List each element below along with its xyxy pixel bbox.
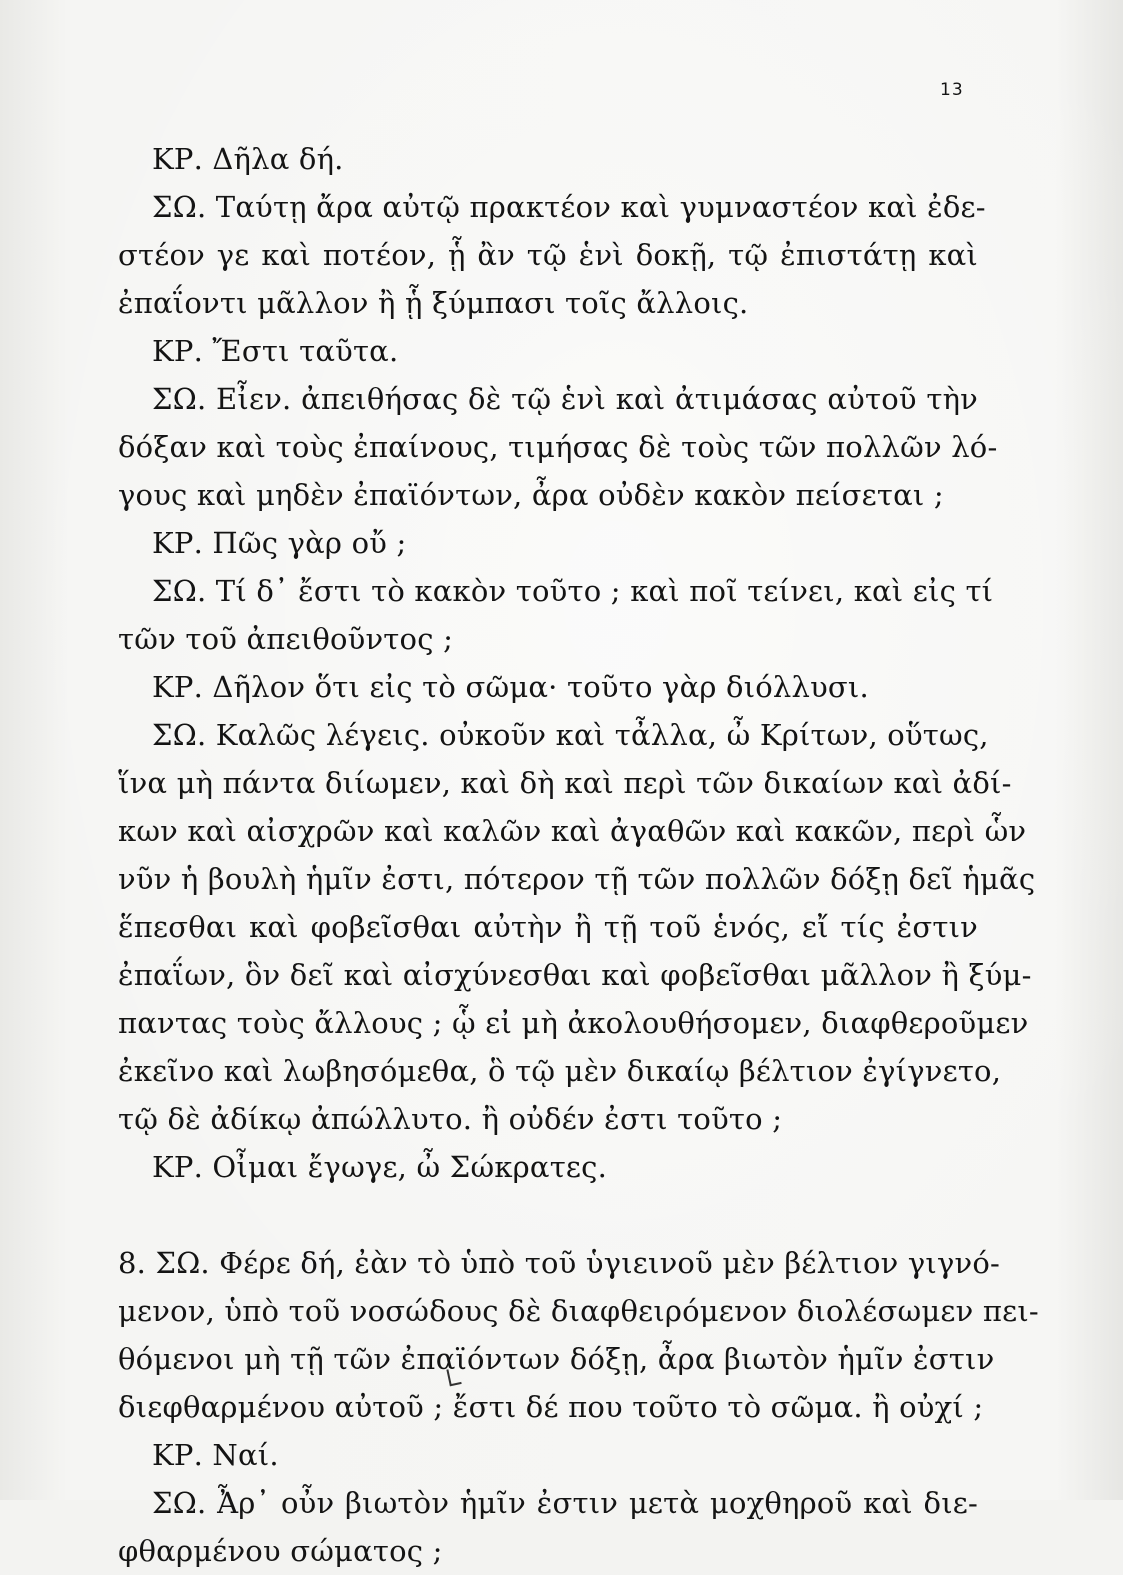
text-line: ΚΡ. Πῶς γὰρ οὔ ; bbox=[152, 526, 407, 560]
text-line: ΣΩ. Καλῶς λέγεις. οὐκοῦν καὶ τἆλλα, ὦ Κρίτων, οὕτως, bbox=[152, 718, 989, 752]
text-line: διεφθαρμένου αὐτοῦ ; ἔστι δέ που τοῦτο τὸ σῶμα. ἢ οὐχί ; bbox=[118, 1390, 984, 1424]
text-line: νῦν ἡ βουλὴ ἡμῖν ἐστι, πότερον τῇ τῶν πολλῶν δόξῃ δεῖ ἡμᾶς bbox=[118, 862, 1036, 896]
text-line: 8. ΣΩ. Φέρε δή, ἐὰν τὸ ὑπὸ τοῦ ὑγιεινοῦ μὲν βέλτιον γιγνό- bbox=[118, 1246, 1000, 1280]
text-line: ἵνα μὴ πάντα διίωμεν, καὶ δὴ καὶ περὶ τῶν δικαίων καὶ ἀδί- bbox=[118, 766, 1012, 800]
text-line: θόμενοι μὴ τῇ τῶν ἐπαϊόντων δόξῃ, ἆρα βιωτὸν ἡμῖν ἐστιν bbox=[118, 1342, 995, 1376]
text-line: μενον, ὑπὸ τοῦ νοσώδους δὲ διαφθειρόμενον διολέσωμεν πει- bbox=[118, 1294, 1039, 1328]
text-line: τῶν τοῦ ἀπειθοῦντος ; bbox=[118, 622, 454, 656]
page-number: 13 bbox=[940, 80, 964, 100]
text-line: ΚΡ. Ναί. bbox=[152, 1438, 279, 1472]
text-line: παντας τοὺς ἄλλους ; ᾧ εἰ μὴ ἀκολουθήσομεν, διαφθεροῦμεν bbox=[118, 1006, 1029, 1040]
text-line: φθαρμένου σώματος ; bbox=[118, 1534, 443, 1568]
text-line: ἐπαΐοντι μᾶλλον ἢ ᾗ ξύμπασι τοῖς ἄλλοις. bbox=[118, 286, 749, 320]
text-line: ΣΩ. Ἆρ᾽ οὖν βιωτὸν ἡμῖν ἐστιν μετὰ μοχθηροῦ καὶ διε- bbox=[152, 1486, 978, 1520]
text-line: τῷ δὲ ἀδίκῳ ἀπώλλυτο. ἢ οὐδέν ἐστι τοῦτο ; bbox=[118, 1102, 783, 1136]
text-line: ΣΩ. Εἶεν. ἀπειθήσας δὲ τῷ ἑνὶ καὶ ἀτιμάσας αὐτοῦ τὴν bbox=[152, 382, 978, 416]
text-line: ἐκεῖνο καὶ λωβησόμεθα, ὃ τῷ μὲν δικαίῳ βέλτιον ἐγίγνετο, bbox=[118, 1054, 1002, 1088]
text-line: ΚΡ. Δῆλα δή. bbox=[152, 142, 344, 176]
text-line: δόξαν καὶ τοὺς ἐπαίνους, τιμήσας δὲ τοὺς τῶν πολλῶν λό- bbox=[118, 430, 998, 464]
text-line: ΚΡ. Οἶμαι ἔγωγε, ὦ Σώκρατες. bbox=[152, 1150, 608, 1184]
dialogue-text bbox=[118, 135, 1039, 1575]
text-line: ἕπεσθαι καὶ φοβεῖσθαι αὐτὴν ἢ τῇ τοῦ ἑνός, εἴ τίς ἐστιν bbox=[118, 910, 978, 944]
text-line: ἐπαΐων, ὃν δεῖ καὶ αἰσχύνεσθαι καὶ φοβεῖσθαι μᾶλλον ἢ ξύμ- bbox=[118, 958, 1032, 992]
text-line: ΚΡ. Ἔστι ταῦτα. bbox=[152, 334, 399, 368]
text-line: κων καὶ αἰσχρῶν καὶ καλῶν καὶ ἀγαθῶν καὶ κακῶν, περὶ ὧν bbox=[118, 814, 1027, 848]
text-line: ΣΩ. Τί δ᾽ ἔστι τὸ κακὸν τοῦτο ; καὶ ποῖ τείνει, καὶ εἰς τί bbox=[152, 574, 994, 608]
text-line: γους καὶ μηδὲν ἐπαϊόντων, ἆρα οὐδὲν κακὸν πείσεται ; bbox=[118, 478, 944, 512]
text-line: ΚΡ. Δῆλον ὅτι εἰς τὸ σῶμα· τοῦτο γὰρ διόλλυσι. bbox=[152, 670, 869, 704]
text-line: στέον γε καὶ ποτέον, ᾗ ἂν τῷ ἑνὶ δοκῇ, τῷ ἐπιστάτῃ καὶ bbox=[118, 238, 978, 272]
text-line: ΣΩ. Ταύτῃ ἄρα αὐτῷ πρακτέον καὶ γυμναστέον καὶ ἐδε- bbox=[152, 190, 986, 224]
